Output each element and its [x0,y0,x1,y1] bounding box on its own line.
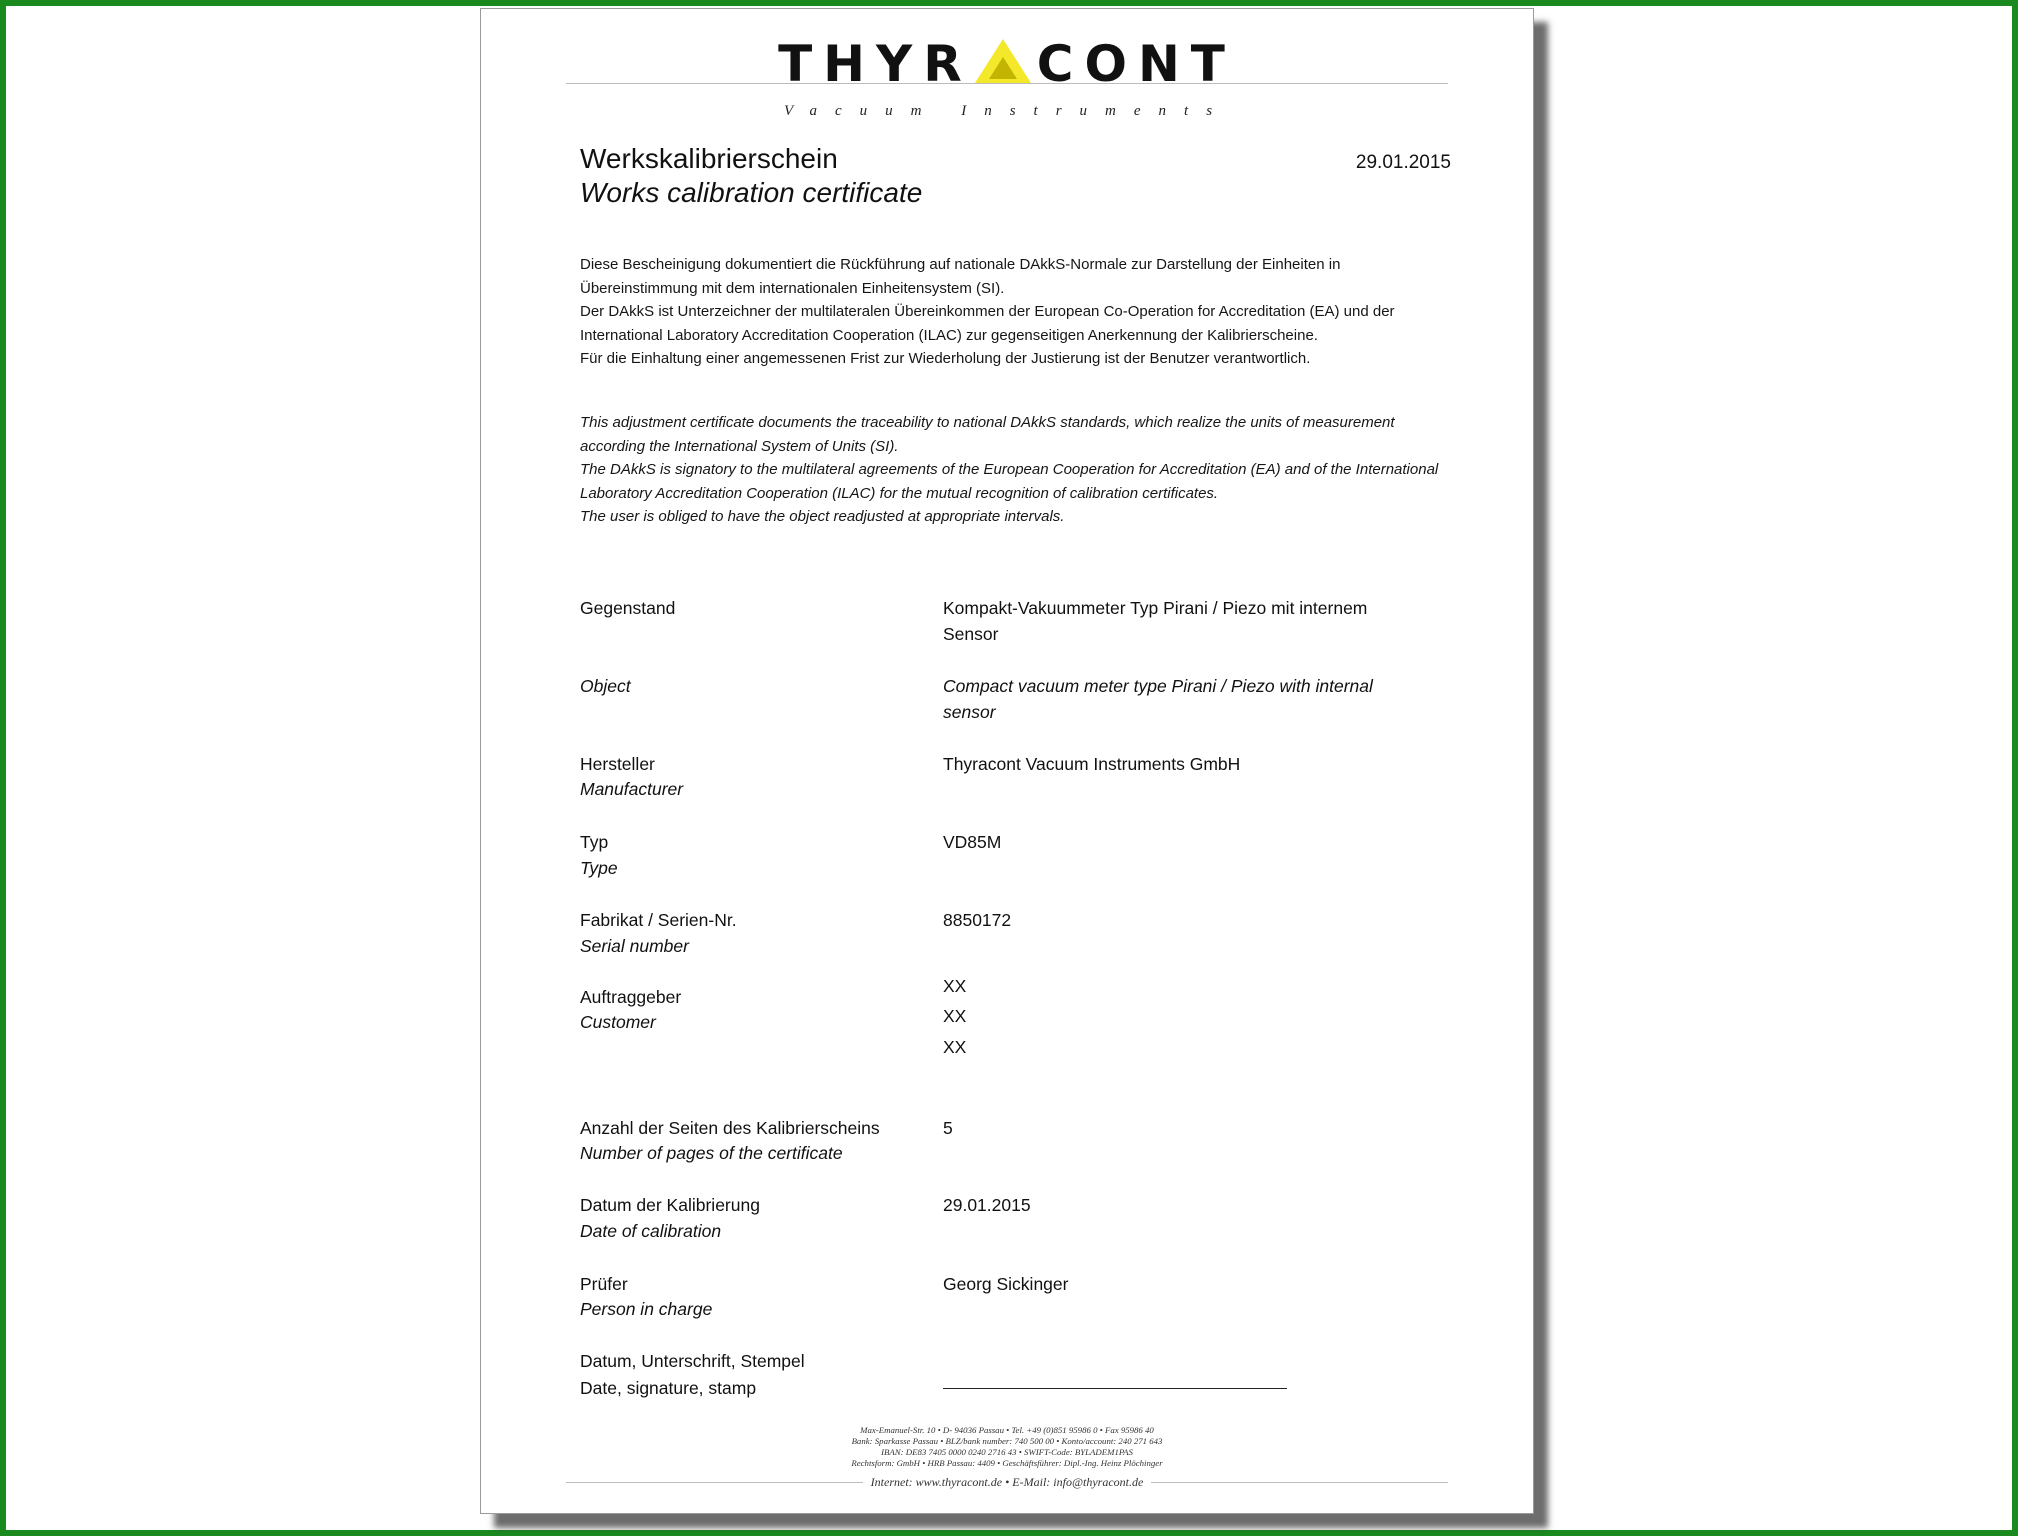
examiner-label: Prüfer [580,1274,628,1294]
intro-english [580,411,1440,529]
issue-date: 29.01.2015 [1355,152,1451,173]
footer-web [481,1475,1533,1490]
customer-label-en: Customer [580,1012,656,1032]
intro-paragraph: This adjustment certificate documents the traceability to national DAkkS standards, which realize the units of measurement according the International System of Units (SI). [580,414,1395,455]
type-label: Typ [580,832,609,852]
footer-line: Bank: Sparkasse Passau • BLZ/bank number: 740 500 00 • Konto/account: 240 271 643 [851,1436,1163,1446]
footer-line: Rechtsform: GmbH • HRB Passau: 4409 • Geschäftsführer: Dipl.-Ing. Heinz Plöchinger [851,1458,1163,1468]
signature-line [943,1388,1287,1389]
calibration-date-label-en: Date of calibration [580,1221,722,1241]
pages-label-en: Number of pages of the certificate [580,1143,843,1163]
intro-paragraph: Für die Einhaltung einer angemessenen Frist zur Wiederholung der Justierung ist der Benutzer verantwortlich. [580,350,1311,367]
customer-label: Auftraggeber [580,987,682,1007]
manufacturer-label: Hersteller [580,754,655,774]
intro-paragraph: Diese Bescheinigung dokumentiert die Rückführung auf nationale DAkkS-Normale zur Darstellung der Einheiten in Übereinstimmung mit dem internationalen Einheitensystem (SI). [580,256,1341,297]
customer-line: XX [943,976,967,996]
type-value: VD85M [943,832,1002,852]
signature-label-en: Date, signature, stamp [580,1378,757,1398]
footer-address [481,1425,1533,1469]
manufacturer-label-en: Manufacturer [580,779,684,799]
calibration-date-label: Datum der Kalibrierung [580,1195,760,1215]
intro-german [580,253,1440,371]
title-english: Works calibration certificate [580,177,923,208]
logo-text-end: CONT [1036,35,1236,93]
certificate-page [480,8,1534,1514]
customer-line: XX [943,1037,967,1057]
company-logo [481,35,1533,93]
examiner-label-en: Person in charge [580,1299,713,1319]
intro-paragraph: Der DAkkS ist Unterzeichner der multilateralen Übereinkommen der European Co-Operation for Accreditation (EA) und der International Laboratory Accreditation Cooperation (ILAC) zur gegenseitigen Anerkennung der Kalibrierscheine. [580,303,1395,344]
object-label: Gegenstand [580,598,676,618]
manufacturer-value: Thyracont Vacuum Instruments GmbH [943,754,1241,774]
logo-triangle-icon [975,39,1031,83]
object-value: Kompakt-Vakuummeter Typ Pirani / Piezo mit internem Sensor [943,598,1368,644]
serial-label-en: Serial number [580,936,689,956]
examiner-value: Georg Sickinger [943,1274,1069,1294]
signature-label: Datum, Unterschrift, Stempel [580,1351,805,1371]
object-label-en: Object [580,676,631,696]
footer-web-text: Internet: www.thyracont.de • E-Mail: info@thyracont.de [863,1475,1152,1489]
logo-text-start: THYR [778,35,973,93]
customer-line: XX [943,1006,967,1026]
pages-label: Anzahl der Seiten des Kalibrierscheins [580,1118,880,1138]
intro-paragraph: The user is obliged to have the object readjusted at appropriate intervals. [580,508,1065,525]
object-value-en: Compact vacuum meter type Pirani / Piezo with internal sensor [943,676,1373,722]
pages-value: 5 [943,1118,953,1138]
title-german: Werkskalibrierschein [580,143,838,174]
type-label-en: Type [580,858,618,878]
serial-label: Fabrikat / Serien-Nr. [580,910,737,930]
serial-value: 8850172 [943,910,1012,930]
footer-line: Max-Emanuel-Str. 10 • D- 94036 Passau • Tel. +49 (0)851 95986 0 • Fax 95986 40 [860,1425,1154,1435]
intro-paragraph: The DAkkS is signatory to the multilateral agreements of the European Cooperation for Accreditation (EA) and of the International Laboratory Accreditation Cooperation (ILAC) for the mutual recognition of calibration certificates. [580,461,1439,502]
logo-tagline: Vacuum Instruments [783,103,1231,119]
calibration-date-value: 29.01.2015 [943,1195,1031,1215]
footer-line: IBAN: DE83 7405 0000 0240 2716 43 • SWIFT-Code: BYLADEM1PAS [881,1447,1133,1457]
